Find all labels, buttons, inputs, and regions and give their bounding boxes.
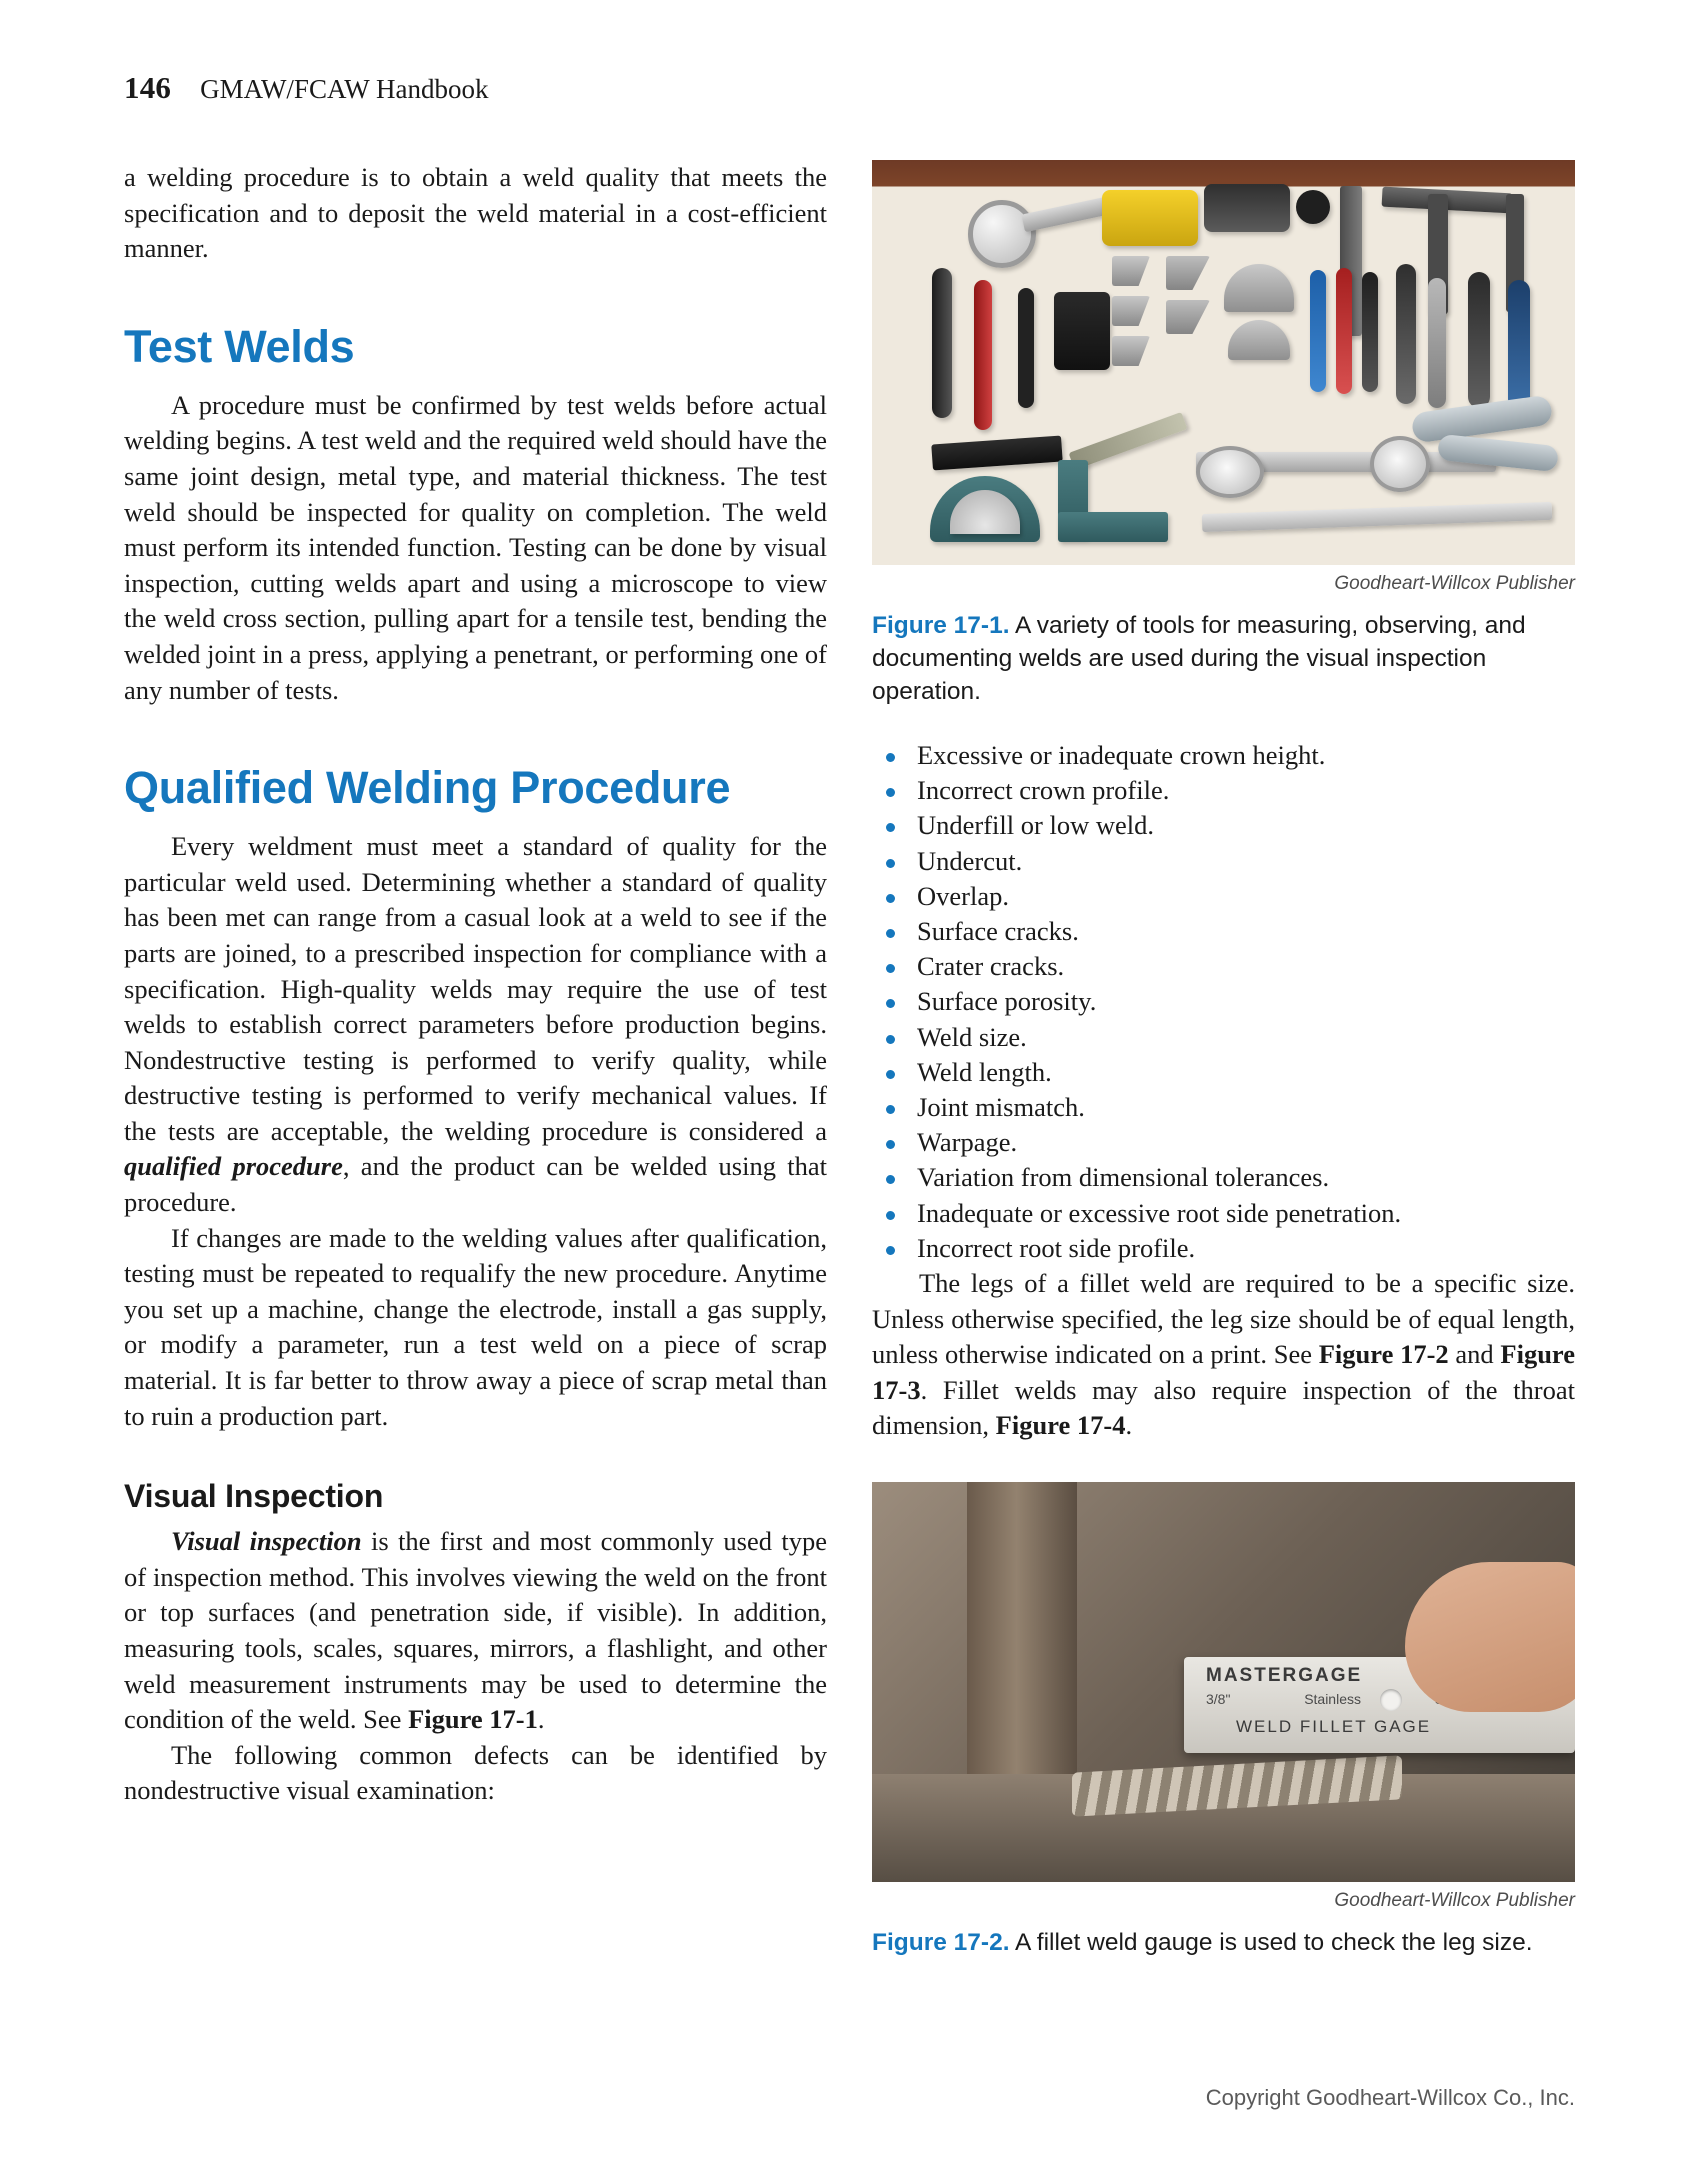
- gauge-material-label: Stainless: [1304, 1691, 1361, 1708]
- list-item: Weld length.: [872, 1055, 1575, 1090]
- spacer: [124, 1514, 827, 1524]
- list-item: Overlap.: [872, 879, 1575, 914]
- page-number: 146: [124, 70, 172, 105]
- figure-17-2-number: Figure 17-2.: [872, 1929, 1010, 1957]
- intro-paragraph: a welding procedure is to obtain a weld quality that meets the specification and to deposit the weld material in a cost-efficient manner.: [124, 162, 827, 264]
- gauge-hole: [1380, 1689, 1402, 1711]
- left-column: [124, 160, 827, 1809]
- gauge-title-label: WELD FILLET GAGE: [1236, 1717, 1432, 1737]
- figure-reference-17-4: Figure 17-4: [995, 1410, 1126, 1441]
- legs-text-mid: and: [1448, 1339, 1501, 1370]
- qualified-text-part-1: Every weldment must meet a standard of quality for the particular weld used. Determining whether a standard of quality has been met can range from a casual look at a weld to see if the parts are joined, to a prescribed inspection for compliance with a specification. High-quality welds may require the use of test welds to establish correct parameters before production begins. Nondestructive testing is performed to verify quality, while destructive testing is performed to verify mechanical values. If the tests are acceptable, the welding procedure is considered a: [124, 831, 827, 1146]
- visual-inspection-paragraph: [124, 1524, 827, 1738]
- copyright-footer: Copyright Goodheart-Willcox Co., Inc.: [1205, 2085, 1575, 2110]
- figure-reference-17-1: Figure 17-1: [408, 1704, 538, 1735]
- list-item: Surface cracks.: [872, 914, 1575, 949]
- figure-17-2-caption-text: A fillet weld gauge is used to check the leg size.: [1009, 1929, 1533, 1957]
- figure-17-2-image: [872, 1482, 1575, 1882]
- defects-list: [872, 738, 1575, 1266]
- qualified-text-part-2: , and the product can be welded using that procedure.: [124, 1151, 828, 1218]
- visual-text-part-1: is the first and most commonly used type of inspection method. This involves viewing the weld on the front or top surfaces (and penetration side, if visible). In addition, measuring tools, scales, squares, mirrors, a flashlight, and other weld measurement instruments may be used to determine the condition of the weld. See: [124, 1526, 827, 1735]
- heading-visual-inspection: Visual Inspection: [124, 1478, 384, 1515]
- list-item: Crater cracks.: [872, 949, 1575, 984]
- gauge-size-label: 3/8": [1206, 1691, 1231, 1708]
- figure-reference-17-3: Figure 17-3: [872, 1339, 1575, 1405]
- running-head-title: GMAW/FCAW Handbook: [200, 74, 489, 104]
- legs-text-end: .: [1125, 1410, 1133, 1441]
- running-head: [124, 70, 489, 106]
- hand-holding-gauge: [1405, 1562, 1575, 1712]
- list-item: Incorrect root side profile.: [872, 1231, 1575, 1266]
- figure-17-1-caption-text: A variety of tools for measuring, observing, and documenting welds are used during the visual inspection operation.: [872, 612, 1526, 705]
- figure-17-1-number: Figure 17-1.: [872, 612, 1010, 639]
- legs-text-part-2: . Fillet welds may also require inspection of the throat dimension,: [872, 1374, 1575, 1441]
- spacer: [872, 708, 1575, 738]
- list-item: Incorrect crown profile.: [872, 773, 1575, 808]
- spacer: [124, 813, 827, 829]
- list-item: Underfill or low weld.: [872, 808, 1575, 843]
- figure-17-1-image: [872, 160, 1575, 565]
- heading-test-welds: Test Welds: [124, 320, 355, 372]
- list-item: Excessive or inadequate crown height.: [872, 738, 1575, 773]
- legs-text-part-1: The legs of a fillet weld are required to be a specific size. Unless otherwise specified, the leg size should be of equal length, unless otherwise indicated on a print. See: [872, 1268, 1575, 1370]
- list-item: Warpage.: [872, 1125, 1575, 1160]
- list-item: Variation from dimensional tolerances.: [872, 1160, 1575, 1195]
- test-welds-paragraph: A procedure must be confirmed by test welds before actual welding begins. A test weld and the required weld should have the same joint design, metal type, and material thickness. The test weld should be inspected for quality on completion. The weld must perform its intended function. Testing can be done by visual inspection, cutting welds apart and using a microscope to view the weld cross section, pulling apart for a tensile test, bending the welded joint in a press, applying a penetrant, or performing one of any number of tests.: [124, 389, 827, 705]
- right-column: [872, 160, 1575, 1959]
- vertical-plate: [967, 1482, 1077, 1782]
- list-item: Inadequate or excessive root side penetration.: [872, 1196, 1575, 1231]
- heading-qualified-welding-procedure: Qualified Welding Procedure: [124, 762, 731, 814]
- visual-inspection-emphasis: Visual inspection: [171, 1526, 362, 1557]
- figure-17-1-caption: [872, 609, 1575, 708]
- spacer: [124, 267, 827, 322]
- figure-17-2: [872, 1482, 1575, 1959]
- figure-17-2-caption-block: [872, 1890, 1575, 1959]
- defects-lead-in-paragraph: The following common defects can be identified by nondestructive visual examination:: [124, 1739, 827, 1806]
- list-item: Joint mismatch.: [872, 1090, 1575, 1125]
- figure-17-1-caption-block: [872, 573, 1575, 708]
- list-item: Undercut.: [872, 844, 1575, 879]
- spacer: [124, 372, 827, 388]
- qualified-procedure-emphasis: qualified procedure: [124, 1151, 343, 1182]
- figure-17-2-credit: Goodheart-Willcox Publisher: [1334, 1890, 1575, 1912]
- qualified-paragraph-2: If changes are made to the welding values after qualification, testing must be repeated to requalify the new procedure. Anytime you set up a machine, change the electrode, install a gas supply, or modify a parameter, run a test weld on a piece of scrap material. It is far better to throw away a piece of scrap metal than to ruin a production part.: [124, 1222, 827, 1431]
- spacer: [124, 708, 827, 763]
- spacer: [124, 1434, 827, 1478]
- list-item: Surface porosity.: [872, 984, 1575, 1019]
- figure-17-1: [872, 160, 1575, 708]
- gauge-brand-label: MASTERGAGE: [1206, 1665, 1363, 1687]
- figure-17-2-caption: [872, 1926, 1575, 1959]
- figure-17-1-credit: Goodheart-Willcox Publisher: [1334, 573, 1575, 594]
- spacer: [872, 1444, 1575, 1482]
- visual-text-part-2: .: [537, 1704, 545, 1735]
- legs-paragraph: [872, 1266, 1575, 1444]
- qualified-paragraph-1: [124, 829, 827, 1221]
- figure-reference-17-2: Figure 17-2: [1318, 1339, 1449, 1370]
- list-item: Weld size.: [872, 1020, 1575, 1055]
